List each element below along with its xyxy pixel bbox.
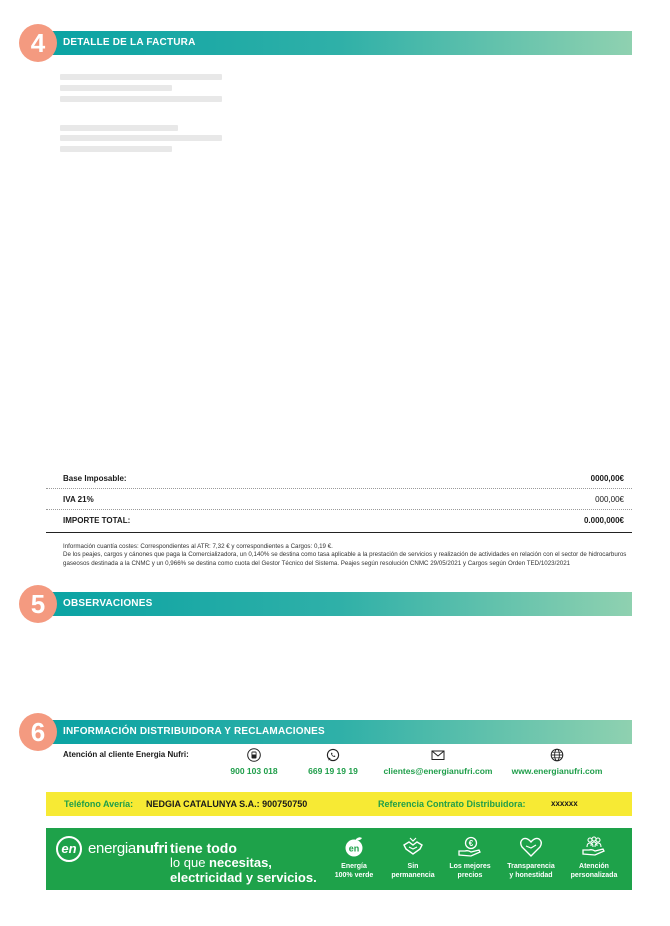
feature-line-1: Transparencia xyxy=(507,863,555,870)
note-line-2: De los peajes, cargos y cánones que paga la Comercializadora, un 0,140% se destina como tasa aplicable a la prestación de servicios y realización de actividades en relación con el sector de hidrocarburos gaseosos destinada a la CNMC y un 0,966% se destina como cuota del Gestor Técnico del Sistema. Peajes según resolución CNMC 29/05/2021 y Cargos según Orden TED/1023/2021 xyxy=(63,551,627,567)
feature-line-2: 100% verde xyxy=(334,872,374,879)
brand-logo-mark: en xyxy=(56,836,82,862)
euro-hand-icon xyxy=(457,836,483,858)
feature-line-1: Energía xyxy=(341,863,367,870)
breakdown-phone-label: Teléfono Avería: xyxy=(64,799,134,809)
feature-line-2: personalizada xyxy=(570,872,618,879)
distributor-ref-label: Referencia Contrato Distribuidora: xyxy=(378,799,526,809)
feature-best-prices xyxy=(440,836,500,880)
iva-value: 000,00€ xyxy=(595,495,624,504)
email-contact[interactable] xyxy=(383,748,493,776)
logo-word-b: nufri xyxy=(135,840,168,857)
base-label: Base Imposable: xyxy=(63,474,127,483)
total-row xyxy=(46,510,632,530)
phone-number[interactable]: 900 103 018 xyxy=(230,766,278,776)
tagline-line-1: tiene todo xyxy=(170,840,237,856)
section-6-number: 6 xyxy=(19,713,57,751)
section-4-title: DETALLE DE LA FACTURA xyxy=(63,37,196,48)
feature-transparency xyxy=(501,836,561,880)
tagline-line-2 xyxy=(170,855,272,870)
feature-personal-attention xyxy=(564,836,624,880)
divider xyxy=(46,532,632,533)
section-5-header xyxy=(46,592,632,616)
people-hand-icon xyxy=(581,836,607,858)
globe-icon xyxy=(550,748,564,762)
cost-notes xyxy=(63,543,633,568)
whatsapp-icon xyxy=(326,748,340,762)
feature-line-2: permanencia xyxy=(391,872,435,879)
section-6-header xyxy=(46,720,632,744)
section-4-header xyxy=(46,31,632,55)
svg-text:en: en xyxy=(348,843,360,854)
website-link[interactable]: www.energianufri.com xyxy=(511,766,603,776)
total-label: IMPORTE TOTAL: xyxy=(63,516,131,525)
feature-line-1: Sin xyxy=(407,863,419,870)
iva-row xyxy=(46,489,632,509)
svg-text:€: € xyxy=(468,839,474,848)
feature-line-2: y honestidad xyxy=(509,872,553,879)
distributor-ref-value: xxxxxx xyxy=(551,799,578,808)
feature-green-energy xyxy=(324,836,384,880)
heart-icon xyxy=(519,836,543,858)
mail-icon xyxy=(431,748,445,762)
tagline-line-3: electricidad y servicios. xyxy=(170,870,317,885)
base-value: 0000,00€ xyxy=(590,474,624,483)
section-5-number: 5 xyxy=(19,585,57,623)
feature-line-1: Los mejores xyxy=(449,863,491,870)
email-link[interactable]: clientes@energianufri.com xyxy=(383,766,493,776)
whatsapp-contact[interactable] xyxy=(278,748,388,776)
total-value: 0.000,000€ xyxy=(583,516,624,525)
phone-icon xyxy=(247,748,261,762)
section-6-title: INFORMACIÓN DISTRIBUIDORA Y RECLAMACIONES xyxy=(63,726,325,737)
feature-line-2: precios xyxy=(457,872,483,879)
feature-line-1: Atención xyxy=(579,863,609,870)
feature-no-commitment xyxy=(383,836,443,880)
iva-label: IVA 21% xyxy=(63,495,94,504)
promo-banner xyxy=(46,828,632,890)
brand-logo-wordmark xyxy=(88,840,168,857)
section-4-number: 4 xyxy=(19,24,57,62)
whatsapp-number[interactable]: 669 19 19 19 xyxy=(308,766,358,776)
tagline-2b: necesitas, xyxy=(209,855,272,870)
logo-word-a: energia xyxy=(88,840,136,857)
breakdown-phone-bar xyxy=(46,792,632,816)
breakdown-phone-value: NEDGIA CATALUNYA S.A.: 900750750 xyxy=(146,799,308,809)
tagline-2a: lo que xyxy=(170,855,210,870)
web-contact[interactable] xyxy=(502,748,612,776)
green-energy-icon xyxy=(343,836,365,858)
hands-icon xyxy=(401,836,425,858)
section-5-title: OBSERVACIONES xyxy=(63,598,153,609)
base-row xyxy=(46,468,632,488)
note-line-1: Información cuantía costes: Correspondientes al ATR: 7,32 € y correspondientes a Cargos: 0,19 €. xyxy=(63,543,333,550)
customer-service-label: Atención al cliente Energia Nufri: xyxy=(63,750,189,759)
